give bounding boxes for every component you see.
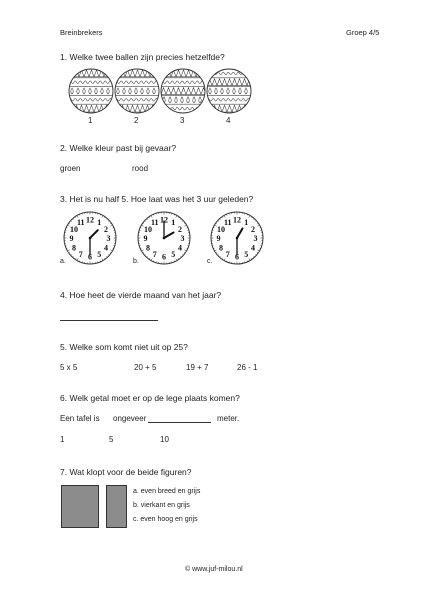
clock-number-5: 5 <box>171 250 176 260</box>
group-label: Groep 4/5 <box>346 28 380 37</box>
clock-number-3: 3 <box>253 234 258 243</box>
clock-number-6: 6 <box>235 252 239 262</box>
clock-number-1: 1 <box>171 217 176 227</box>
option-groen: groen <box>60 164 81 173</box>
clock-number-5: 5 <box>244 250 249 260</box>
sentence-start: Een tafel is <box>60 414 100 423</box>
option-c: c. even hoog en grijs <box>133 516 198 523</box>
clock-number-7: 7 <box>78 250 83 260</box>
clock-number-1: 1 <box>97 217 102 227</box>
sentence-end: meter. <box>217 414 240 423</box>
clock-number-2: 2 <box>178 224 183 234</box>
option-5x5: 5 x 5 <box>60 363 78 372</box>
clock-number-12: 12 <box>86 215 94 225</box>
clock-b <box>138 212 190 264</box>
clock-number-8: 8 <box>145 243 150 253</box>
option-5: 5 <box>109 435 114 444</box>
clock-number-12: 12 <box>160 215 168 225</box>
clock-number-6: 6 <box>88 252 92 262</box>
clock-c <box>211 212 263 264</box>
clock-number-9: 9 <box>143 234 148 243</box>
option-10: 10 <box>160 435 169 444</box>
question-4: 4. Hoe heet de vierde maand van het jaar? <box>60 290 222 300</box>
clock-number-8: 8 <box>71 243 76 253</box>
clock-number-1: 1 <box>244 217 249 227</box>
clock-a <box>64 212 116 264</box>
clock-number-3: 3 <box>180 234 185 243</box>
clock-number-10: 10 <box>69 224 78 234</box>
clock-number-10: 10 <box>143 224 152 234</box>
question-2: 2. Welke kleur past bij gevaar? <box>60 143 177 153</box>
question-7: 7. Wat klopt voor de beide figuren? <box>60 467 192 477</box>
answer-line[interactable] <box>60 320 158 321</box>
ball-label-1: 1 <box>88 116 93 125</box>
option-19plus7: 19 + 7 <box>186 363 209 372</box>
ball-label-3: 3 <box>180 116 185 125</box>
clock-number-2: 2 <box>104 224 109 234</box>
clock-number-5: 5 <box>97 250 102 260</box>
ball-label-2: 2 <box>134 116 139 125</box>
clock-label-c: c. <box>207 258 213 265</box>
clock-number-9: 9 <box>69 234 74 243</box>
clock-label-b: b. <box>133 258 139 265</box>
clock-number-10: 10 <box>216 224 225 234</box>
clock-number-7: 7 <box>225 250 230 260</box>
option-b: b. vierkant en grijs <box>133 502 190 509</box>
clock-number-12: 12 <box>233 215 241 225</box>
clock-number-4: 4 <box>104 243 109 253</box>
clock-number-6: 6 <box>162 252 166 262</box>
square-figure <box>61 485 99 528</box>
copyright-footer: © www.juf-milou.nl <box>185 566 243 573</box>
question-6: 6. Welk getal moet er op de lege plaats komen? <box>60 393 240 403</box>
clock-number-4: 4 <box>251 243 256 253</box>
blank-line[interactable] <box>148 422 211 423</box>
clock-number-3: 3 <box>106 234 111 243</box>
question-5: 5. Welke som komt niet uit op 25? <box>60 342 188 352</box>
ball-label-4: 4 <box>226 116 231 125</box>
question-3: 3. Het is nu half 5. Hoe laat was het 3 uur geleden? <box>60 194 254 204</box>
clock-number-4: 4 <box>178 243 183 253</box>
clock-number-11: 11 <box>223 217 232 227</box>
worksheet-title: Breinbrekers <box>60 28 103 37</box>
clock-number-11: 11 <box>150 217 159 227</box>
option-a: a. even breed en grijs <box>133 488 201 495</box>
option-26min1: 26 - 1 <box>237 363 258 372</box>
rectangle-figure <box>106 485 127 528</box>
clock-number-9: 9 <box>216 234 221 243</box>
option-1: 1 <box>60 435 65 444</box>
option-20plus5: 20 + 5 <box>134 363 157 372</box>
option-rood: rood <box>132 164 149 173</box>
clock-number-2: 2 <box>251 224 256 234</box>
clock-number-7: 7 <box>152 250 157 260</box>
clock-number-8: 8 <box>218 243 223 253</box>
clock-label-a: a. <box>60 258 66 265</box>
sentence-mid: ongeveer <box>113 414 147 423</box>
question-1: 1. Welke twee ballen zijn precies hetzelfde? <box>60 52 225 62</box>
clock-number-11: 11 <box>76 217 85 227</box>
